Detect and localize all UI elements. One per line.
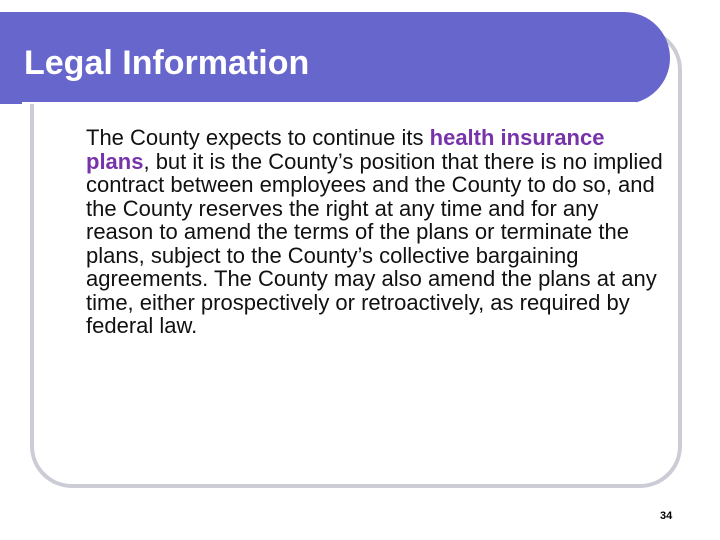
title-underline bbox=[22, 102, 636, 104]
slide-title: Legal Information bbox=[24, 44, 310, 82]
highlighted-term: health insurance plans bbox=[86, 125, 605, 174]
title-banner bbox=[0, 12, 670, 104]
page-number: 34 bbox=[660, 510, 673, 522]
body-intro: The County expects to continue its bbox=[86, 125, 430, 150]
body-rest: , but it is the County’s position that there is no implied contract between employees and the County to do so, and the County reserves the right at any time and for any reason to amend the terms of the plans or terminate the plans, subject to the County’s collective bargaining agreements. The County may also amend the plans at any time, either prospectively or retroactively, as required by federal law. bbox=[86, 148, 663, 338]
body-paragraph bbox=[86, 126, 666, 338]
